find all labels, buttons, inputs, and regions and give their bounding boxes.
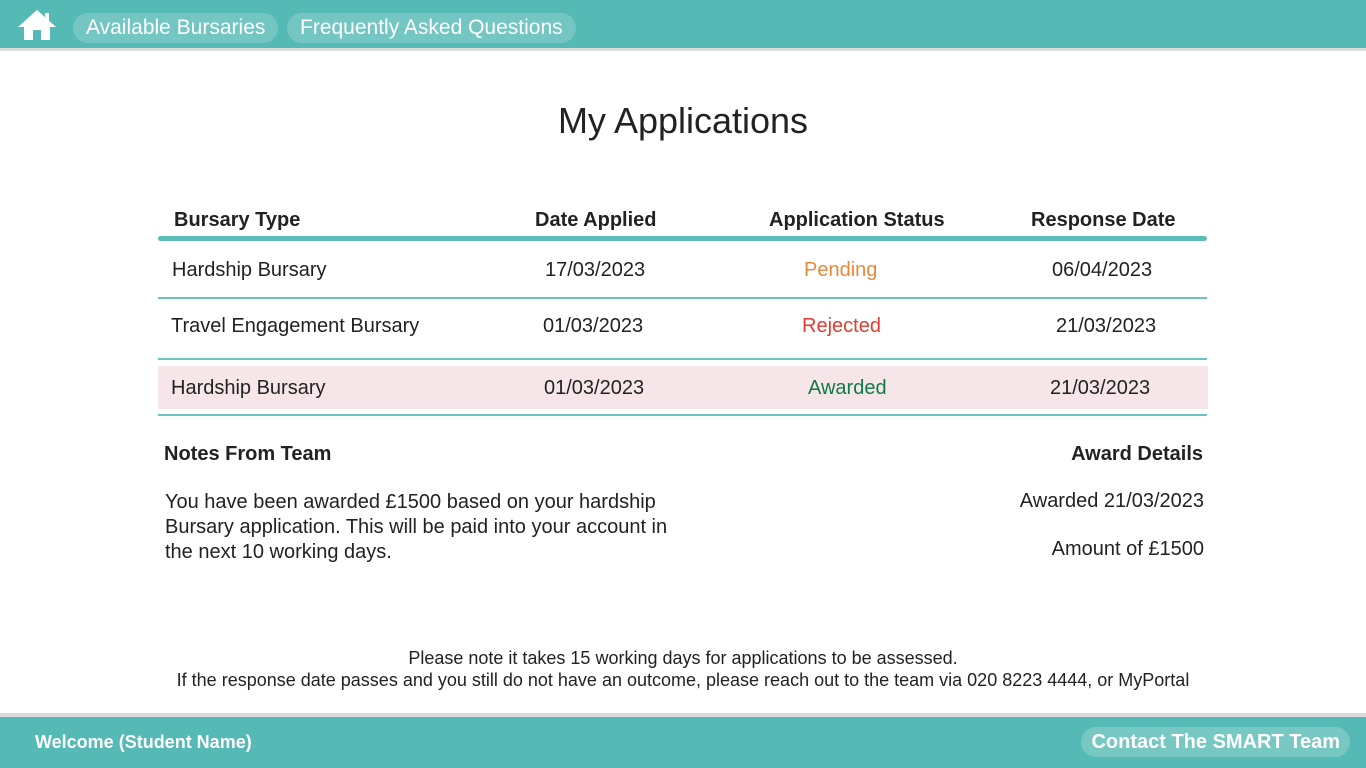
column-header-response-date: Response Date [1031,209,1176,231]
home-button[interactable] [17,8,57,42]
award-details-title: Award Details [1071,443,1203,465]
welcome-text: Welcome (Student Name) [35,732,252,752]
nav-faq[interactable]: Frequently Asked Questions [287,13,576,43]
column-header-date-applied: Date Applied [535,209,657,231]
status-badge: Awarded [808,377,887,399]
table-row[interactable] [158,243,1208,298]
table-row-selected[interactable] [158,366,1208,409]
status-badge: Rejected [802,315,881,337]
info-processing-time: Please note it takes 15 working days for applications to be assessed. [408,648,958,668]
bursary-type: Hardship Bursary [171,377,326,399]
date-applied: 17/03/2023 [545,259,646,281]
header-divider [158,236,1207,241]
bursary-type: Travel Engagement Bursary [171,315,420,337]
info-contact: If the response date passes and you still do not have an outcome, please reach out to the team via 020 8223 4444, or MyPortal [176,670,1190,690]
response-date: 21/03/2023 [1050,377,1151,399]
award-amount: Amount of £1500 [1051,538,1204,560]
notes-title: Notes From Team [164,443,332,465]
home-icon [17,8,57,42]
award-date: Awarded 21/03/2023 [1019,490,1204,512]
date-applied: 01/03/2023 [543,315,644,337]
row-divider [158,358,1207,360]
notes-body: You have been awarded £1500 based on your hardship Bursary application. This will be paid into your account in the next 10 working days. [165,491,668,563]
column-header-bursary-type: Bursary Type [174,209,301,231]
bursary-type: Hardship Bursary [172,259,327,281]
response-date: 06/04/2023 [1052,259,1153,281]
top-nav-bar [0,0,1366,51]
contact-team-button[interactable]: Contact The SMART Team [1081,727,1350,757]
response-date: 21/03/2023 [1056,315,1157,337]
date-applied: 01/03/2023 [544,377,645,399]
column-header-application-status: Application Status [769,209,945,231]
table-row[interactable] [158,299,1208,358]
page-title: My Applications [557,100,809,141]
status-badge: Pending [804,259,878,281]
footer-bar [0,713,1366,768]
nav-available-bursaries[interactable]: Available Bursaries [73,13,278,43]
row-divider [158,414,1207,416]
